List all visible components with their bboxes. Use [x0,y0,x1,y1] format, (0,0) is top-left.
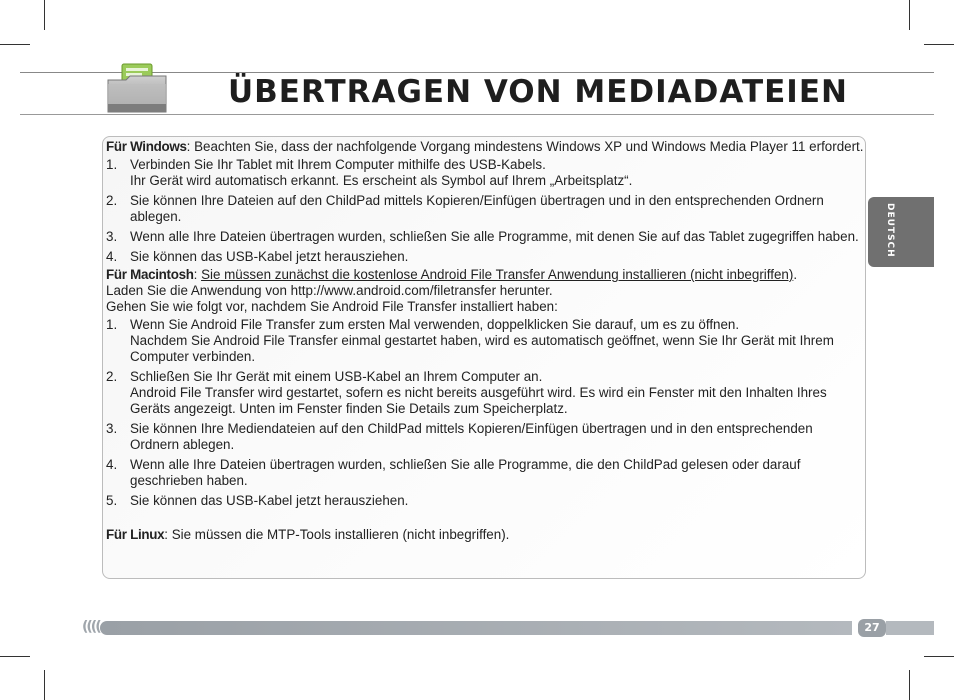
mac-steps [106,317,865,509]
content-panel [102,136,866,579]
list-item: 4. Wenn alle Ihre Dateien übertragen wurden, schließen Sie alle Programme, die den ChildPad gelesen oder darauf geschrieben haben. [106,457,801,488]
linux-line: Für Linux: Sie müssen die MTP-Tools installieren (nicht inbegriffen). [106,527,510,542]
page-title: ÜBERTRAGEN VON MEDIADATEIEN [228,74,848,110]
crop-mark [0,656,30,657]
list-item: 4. Sie können das USB-Kabel jetzt herausziehen. [106,249,409,264]
list-item: 3. Sie können Ihre Mediendateien auf den ChildPad mittels Kopieren/Einfügen übertragen und in den entsprechenden Ordnern ablegen. [106,421,813,452]
windows-intro: Für Windows: Beachten Sie, dass der nachfolgende Vorgang mindestens Windows XP und Windows Media Player 11 erfordert. [106,139,864,154]
list-item: 2. Sie können Ihre Dateien auf den ChildPad mittels Kopieren/Einfügen übertragen und in den entsprechenden Ordnern ablegen. [106,193,824,224]
mac-requirement-link[interactable]: Sie müssen zunächst die kostenlose Android File Transfer Anwendung installieren (nicht inbegriffen) [201,267,794,282]
crop-mark [909,0,910,30]
mac-download-line: Laden Sie die Anwendung von http://www.android.com/filetransfer herunter. [106,283,553,298]
page-number: 27 [858,619,886,637]
linux-heading: Für Linux [106,527,165,542]
list-item: 5. Sie können das USB-Kabel jetzt herausziehen. [106,493,409,508]
mac-intro: Für Macintosh: Sie müssen zunächst die kostenlose Android File Transfer Anwendung installieren (nicht inbegriffen). [106,267,798,282]
crop-mark [924,656,954,657]
list-item: 2. Schließen Sie Ihr Gerät mit einem USB-Kabel an Ihrem Computer an. Android File Transfer wird gestartet, sofern es nicht bereits ausgeführt wird. Es wird ein Fenster mit den Inhalten Ihres Geräts angezeigt. Unten im Fenster finden Sie Details zum Speicherplatz. [106,369,827,416]
crop-mark [909,670,910,700]
crop-mark [924,44,954,45]
footer-bar [886,621,934,635]
list-item: 3. Wenn alle Ihre Dateien übertragen wurden, schließen Sie alle Programme, mit denen Sie auf das Tablet zugegriffen haben. [106,229,859,244]
footer-decoration: (((( [82,619,100,635]
windows-steps [106,157,865,265]
mac-heading: Für Macintosh [106,267,194,282]
mac-steps-intro: Gehen Sie wie folgt vor, nachdem Sie Android File Transfer installiert haben: [106,299,558,314]
crop-mark [44,670,45,700]
footer-bar [100,621,852,635]
crop-mark [0,44,30,45]
crop-mark [44,0,45,30]
list-item: 1. Verbinden Sie Ihr Tablet mit Ihrem Computer mithilfe des USB-Kabels. Ihr Gerät wird automatisch erkannt. Es erscheint als Symbol auf Ihrem „Arbeitsplatz“. [106,157,633,188]
folder-transfer-icon [104,60,170,118]
language-tab[interactable] [868,197,934,267]
windows-heading: Für Windows [106,139,187,154]
language-tab-label: DEUTSCH [885,203,895,258]
list-item: 1. Wenn Sie Android File Transfer zum ersten Mal verwenden, doppelklicken Sie darauf, um es zu öffnen. Nachdem Sie Android File Transfer einmal gestartet haben, wird es automatisch geöffnet, wenn Sie Ihr Gerät mit Ihrem Computer verbinden. [106,317,834,364]
